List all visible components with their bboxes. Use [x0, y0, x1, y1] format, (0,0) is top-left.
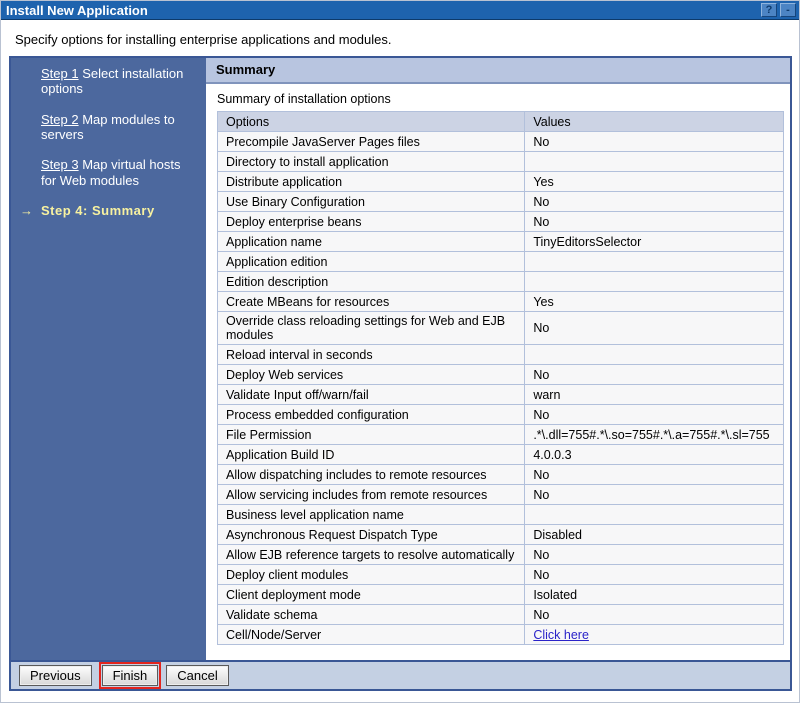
- title-bar-buttons: [761, 3, 796, 17]
- value-cell: Yes: [525, 172, 784, 192]
- value-cell: No: [525, 485, 784, 505]
- option-cell: Allow servicing includes from remote resources: [218, 485, 525, 505]
- value-cell: TinyEditorsSelector: [525, 232, 784, 252]
- table-row: [218, 192, 784, 212]
- table-row: [218, 505, 784, 525]
- value-cell: [525, 505, 784, 525]
- option-cell: Asynchronous Request Dispatch Type: [218, 525, 525, 545]
- option-cell: Application Build ID: [218, 445, 525, 465]
- table-caption: Summary of installation options: [217, 92, 391, 106]
- help-icon[interactable]: ?: [761, 3, 777, 17]
- option-cell: Validate schema: [218, 605, 525, 625]
- table-row: [218, 625, 784, 645]
- value-cell: No: [525, 192, 784, 212]
- value-cell: No: [525, 365, 784, 385]
- option-cell: File Permission: [218, 425, 525, 445]
- table-row: [218, 292, 784, 312]
- step-number: Step 1: [41, 66, 79, 81]
- cancel-button[interactable]: Cancel: [166, 665, 228, 686]
- option-cell: Cell/Node/Server: [218, 625, 525, 645]
- option-cell: Allow EJB reference targets to resolve automatically: [218, 545, 525, 565]
- option-cell: Reload interval in seconds: [218, 345, 525, 365]
- table-row: [218, 585, 784, 605]
- table-header-row: [218, 112, 784, 132]
- values-column-header: Values: [525, 112, 784, 132]
- step-label: Summary: [87, 202, 155, 218]
- summary-table: [217, 111, 784, 645]
- step-number: Step 2: [41, 111, 79, 127]
- table-row: [218, 525, 784, 545]
- table-row: [218, 465, 784, 485]
- table-row: [218, 132, 784, 152]
- option-cell: Client deployment mode: [218, 585, 525, 605]
- option-cell: Deploy enterprise beans: [218, 212, 525, 232]
- value-cell: [525, 625, 784, 645]
- finish-button[interactable]: Finish: [102, 665, 159, 686]
- table-row: [218, 232, 784, 252]
- cell-link[interactable]: Click here: [533, 627, 589, 642]
- wizard-step-4[interactable]: [11, 203, 206, 218]
- table-row: [218, 405, 784, 425]
- intro-text: Specify options for installing enterprise applications and modules.: [15, 32, 392, 47]
- table-row: [218, 385, 784, 405]
- step-label: Map modules to servers: [41, 111, 175, 142]
- value-cell: Disabled: [525, 525, 784, 545]
- current-step-arrow-icon: →: [20, 202, 34, 218]
- value-cell: No: [525, 565, 784, 585]
- value-cell: No: [525, 212, 784, 232]
- value-cell: [525, 252, 784, 272]
- title-bar: [1, 1, 799, 20]
- table-row: [218, 485, 784, 505]
- step-label: Select installation options: [41, 66, 184, 97]
- table-row: [218, 565, 784, 585]
- table-body: [218, 132, 784, 645]
- option-cell: Allow dispatching includes to remote resources: [218, 465, 525, 485]
- option-cell: Process embedded configuration: [218, 405, 525, 425]
- option-cell: Validate Input off/warn/fail: [218, 385, 525, 405]
- option-cell: Override class reloading settings for Web and EJB modules: [218, 312, 525, 345]
- table-row: [218, 345, 784, 365]
- value-cell: 4.0.0.3: [525, 445, 784, 465]
- option-cell: Use Binary Configuration: [218, 192, 525, 212]
- table-row: [218, 605, 784, 625]
- table-row: [218, 312, 784, 345]
- button-bar: [11, 660, 790, 689]
- value-cell: .*\.dll=755#.*\.so=755#.*\.a=755#.*\.sl=755: [525, 425, 784, 445]
- value-cell: Isolated: [525, 585, 784, 605]
- summary-content: [206, 58, 790, 660]
- step-number: Step 4:: [41, 202, 88, 218]
- table-row: [218, 152, 784, 172]
- value-cell: [525, 152, 784, 172]
- wizard-step-2[interactable]: [11, 112, 206, 143]
- table-row: [218, 365, 784, 385]
- highlight-annotation-box: [99, 662, 162, 689]
- table-row: [218, 272, 784, 292]
- summary-section-header: Summary: [206, 58, 790, 84]
- step-number: Step 3: [41, 157, 79, 173]
- value-cell: Yes: [525, 292, 784, 312]
- option-cell: Edition description: [218, 272, 525, 292]
- option-cell: Directory to install application: [218, 152, 525, 172]
- value-cell: No: [525, 132, 784, 152]
- table-row: [218, 445, 784, 465]
- table-row: [218, 545, 784, 565]
- table-row: [218, 172, 784, 192]
- value-cell: warn: [525, 385, 784, 405]
- table-row: [218, 425, 784, 445]
- value-cell: No: [525, 465, 784, 485]
- option-cell: Deploy client modules: [218, 565, 525, 585]
- option-cell: Create MBeans for resources: [218, 292, 525, 312]
- wizard-panel: [9, 56, 792, 691]
- option-cell: Precompile JavaServer Pages files: [218, 132, 525, 152]
- options-column-header: Options: [218, 112, 525, 132]
- value-cell: No: [525, 605, 784, 625]
- value-cell: No: [525, 545, 784, 565]
- option-cell: Distribute application: [218, 172, 525, 192]
- window-title: Install New Application: [6, 2, 148, 18]
- table-row: [218, 252, 784, 272]
- value-cell: No: [525, 405, 784, 425]
- value-cell: [525, 345, 784, 365]
- wizard-steps: [11, 58, 206, 660]
- option-cell: Business level application name: [218, 505, 525, 525]
- value-cell: No: [525, 312, 784, 345]
- option-cell: Application name: [218, 232, 525, 252]
- previous-button[interactable]: Previous: [19, 665, 92, 686]
- option-cell: Application edition: [218, 252, 525, 272]
- value-cell: [525, 272, 784, 292]
- step-label: Map virtual hosts for Web modules: [41, 157, 181, 188]
- table-row: [218, 212, 784, 232]
- wizard-step-1[interactable]: [11, 66, 206, 97]
- option-cell: Deploy Web services: [218, 365, 525, 385]
- wizard-step-3[interactable]: [11, 157, 206, 188]
- minimize-icon[interactable]: -: [780, 3, 796, 17]
